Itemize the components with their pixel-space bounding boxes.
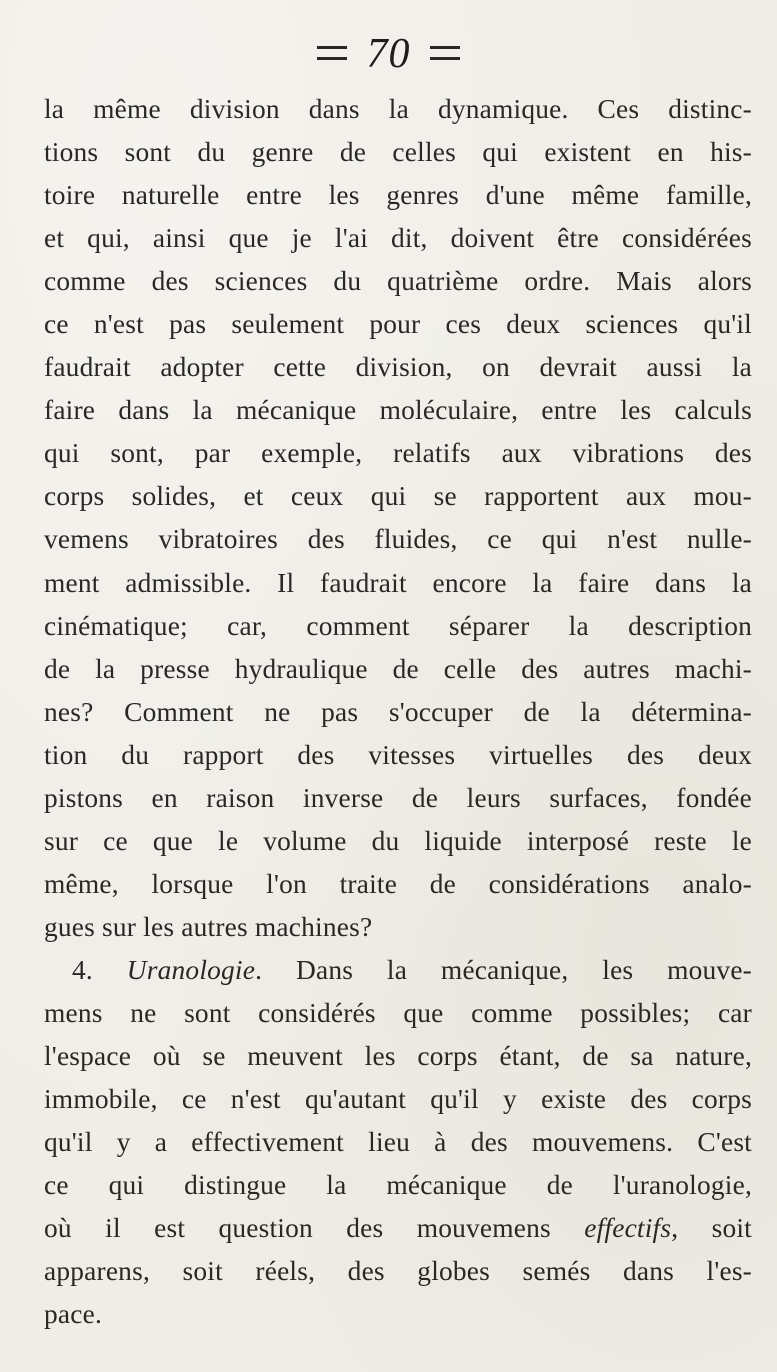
emphasis-word: effectifs <box>584 1213 672 1244</box>
text-line: tion du rapport des vitesses virtuelles des deux <box>44 739 752 770</box>
section-title: Uranologie <box>126 954 256 985</box>
text-line: même, lorsque l'on traite de considérations analo- <box>44 868 752 899</box>
text-line: de la presse hydraulique de celle des autres machi- <box>44 653 752 684</box>
text-line: qui sont, par exemple, relatifs aux vibrations des <box>44 438 752 469</box>
text-fragment: , soit <box>671 1213 752 1244</box>
text-line: et qui, ainsi que je l'ai dit, doivent être considérées <box>44 223 752 254</box>
text-line: mens ne sont considérés que comme possibles; car <box>44 997 752 1028</box>
text-line: gues sur les autres machines? <box>44 911 373 942</box>
text-line: tions sont du genre de celles qui existent en his- <box>44 137 752 168</box>
text-line: pace. <box>44 1299 103 1330</box>
text-line: ment admissible. Il faudrait encore la faire dans la <box>44 567 752 598</box>
text-line: l'espace où se meuvent les corps étant, de sa nature, <box>44 1041 752 1072</box>
text-line: faudrait adopter cette division, on devrait aussi la <box>44 352 752 383</box>
text-line: ce qui distingue la mécanique de l'uranologie, <box>44 1170 752 1201</box>
section-number: 4. <box>72 954 127 985</box>
text-line: corps solides, et ceux qui se rapportent aux mou- <box>44 481 752 512</box>
page-header <box>0 30 777 78</box>
text-fragment: . Dans la mécanique, les mouve- <box>255 954 752 985</box>
section-heading-line <box>44 949 752 992</box>
body-text <box>44 88 752 1336</box>
text-line: comme des sciences du quatrième ordre. Mais alors <box>44 266 752 297</box>
text-fragment: où il est question des mouvemens <box>44 1213 585 1244</box>
text-line: ce n'est pas seulement pour ces deux sciences qu'il <box>44 309 752 340</box>
header-right-ornament <box>430 46 460 60</box>
text-line: la même division dans la dynamique. Ces distinc- <box>44 94 752 124</box>
text-line: faire dans la mécanique moléculaire, entre les calculs <box>44 395 752 426</box>
page-number: 70 <box>366 31 411 77</box>
header-left-ornament <box>317 46 347 60</box>
text-line <box>44 1207 752 1250</box>
text-line: cinématique; car, comment séparer la description <box>44 610 752 641</box>
text-line: apparens, soit réels, des globes semés dans l'es- <box>44 1256 752 1287</box>
text-line: immobile, ce n'est qu'autant qu'il y existe des corps <box>44 1084 752 1115</box>
text-line: qu'il y a effectivement lieu à des mouvemens. C'est <box>44 1127 752 1158</box>
text-line: pistons en raison inverse de leurs surfaces, fondée <box>44 782 752 813</box>
text-line: sur ce que le volume du liquide interposé reste le <box>44 825 752 856</box>
text-line: nes? Comment ne pas s'occuper de la détermina- <box>44 696 752 727</box>
text-line: vemens vibratoires des fluides, ce qui n'est nulle- <box>44 524 752 555</box>
text-line: toire naturelle entre les genres d'une même famille, <box>44 180 752 211</box>
